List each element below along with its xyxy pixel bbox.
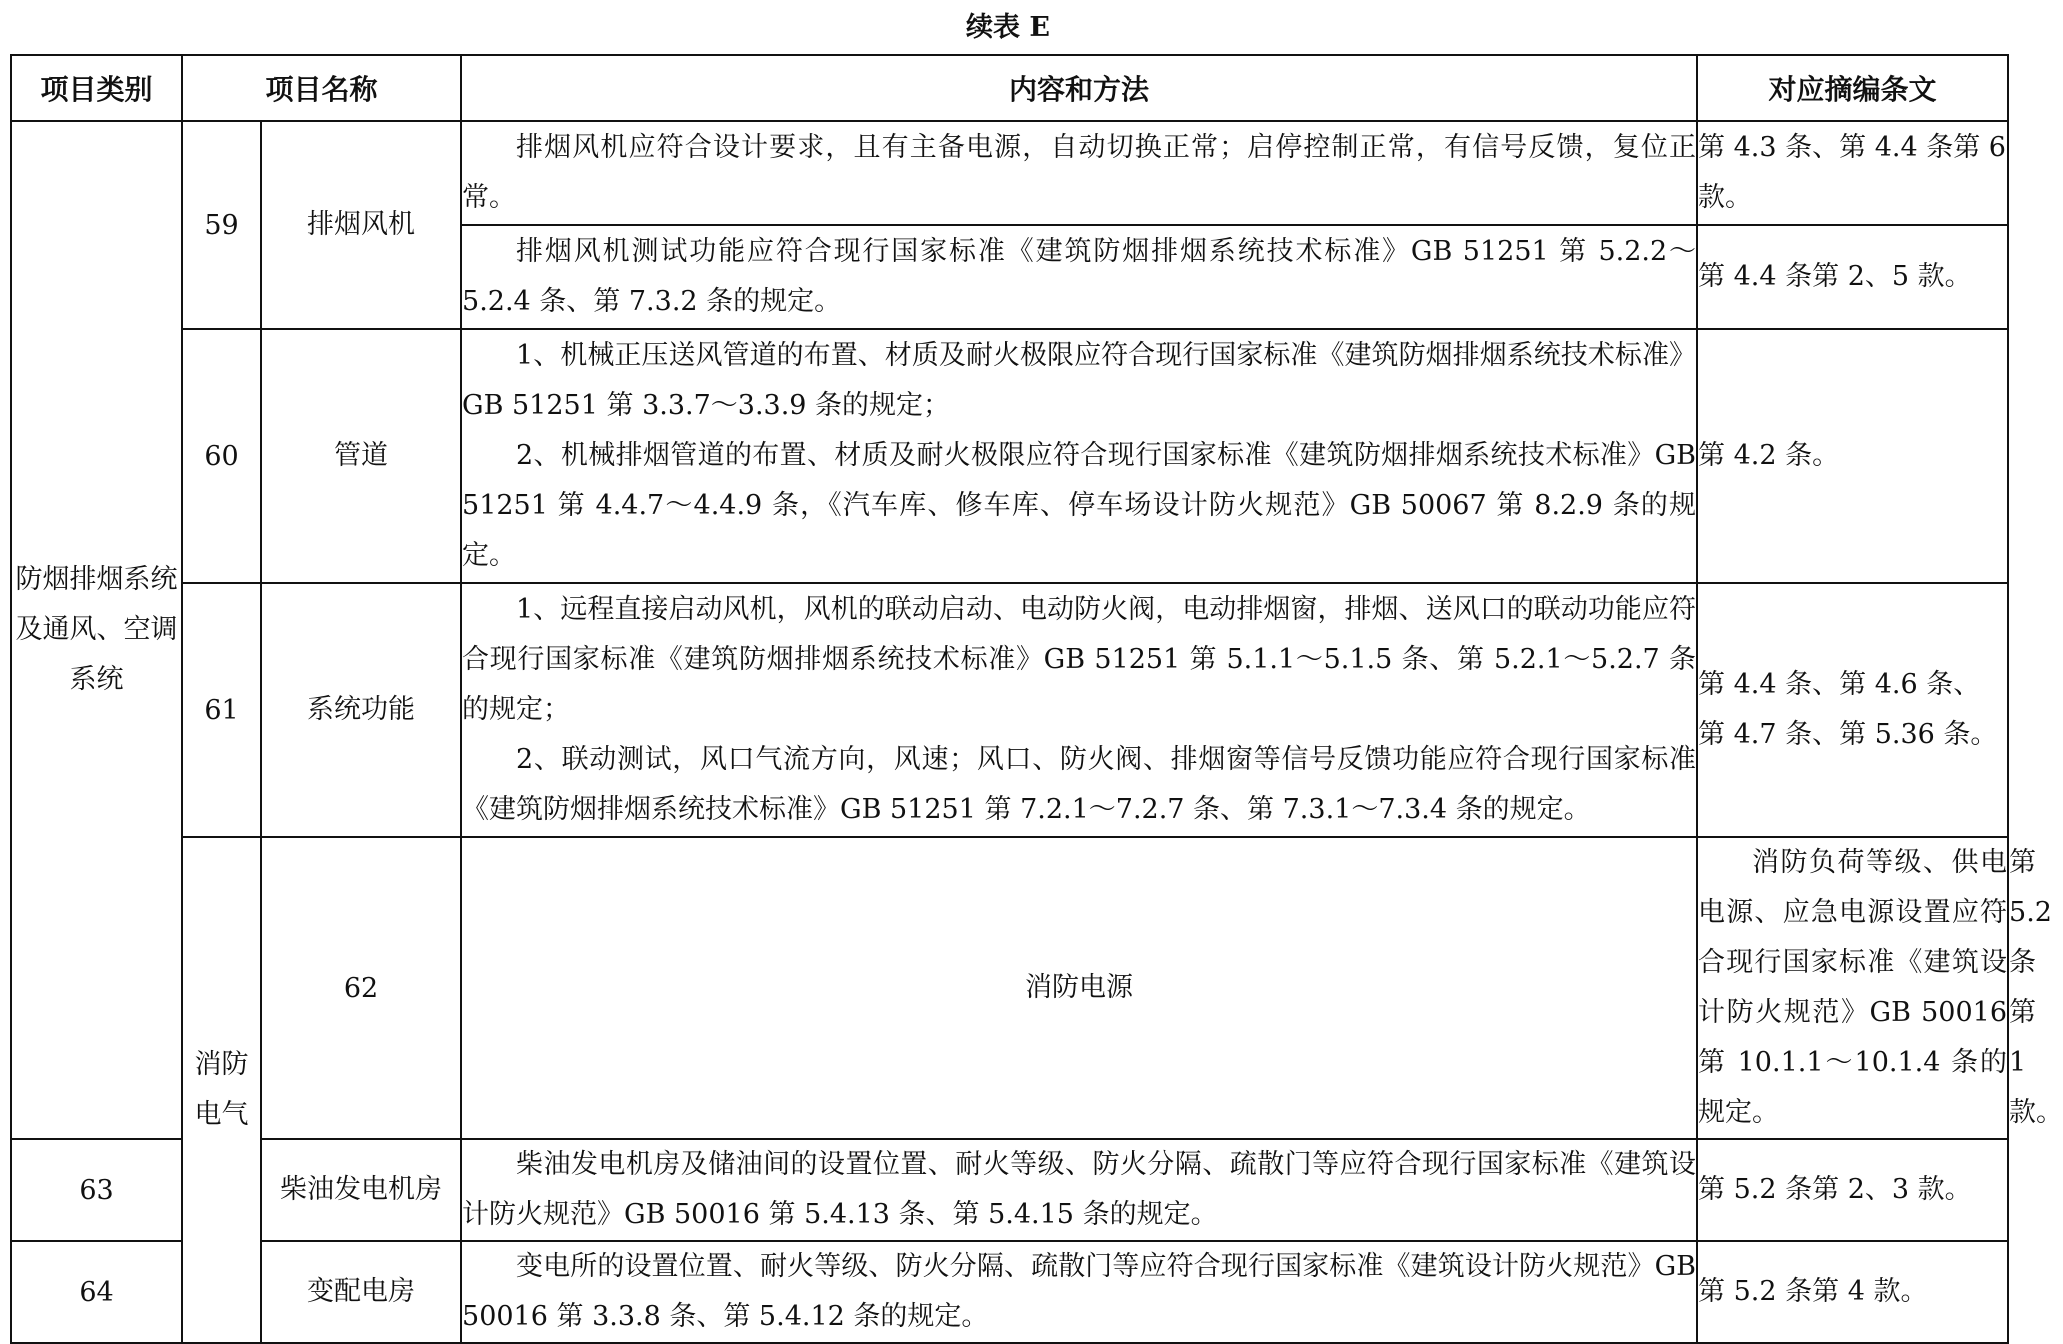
table-row: [11, 329, 2008, 583]
content-cell: [461, 1139, 1697, 1241]
item-name: 系统功能: [261, 583, 461, 837]
content-cell: [461, 1241, 1697, 1343]
table-header-row: [11, 55, 2008, 121]
content-text: 1、远程直接启动风机，风机的联动启动、电动防火阀，电动排烟窗，排烟、送风口的联动功能应符合现行国家标准《建筑防烟排烟系统技术标准》GB 51251 第 5.1.1～5.1.5 条、第 5.2.1～5.2.7 条的规定；: [462, 594, 1697, 725]
item-number: 62: [261, 837, 461, 1139]
table-row: [11, 1241, 2008, 1343]
header-name: 项目名称: [182, 55, 461, 121]
item-number: 60: [182, 329, 261, 583]
table-row: [11, 583, 2008, 837]
content-text: 2、联动测试，风口气流方向，风速；风口、防火阀、排烟窗等信号反馈功能应符合现行国家标准《建筑防烟排烟系统技术标准》GB 51251 第 7.2.1～7.2.7 条、第 7.3.1～7.3.4 条的规定。: [462, 744, 1697, 825]
item-name: 变配电房: [261, 1241, 461, 1343]
content-text: 变电所的设置位置、耐火等级、防火分隔、疏散门等应符合现行国家标准《建筑设计防火规范》GB 50016 第 3.3.8 条、第 5.4.12 条的规定。: [462, 1251, 1697, 1332]
ref-cell: 第 4.3 条、第 4.4 条第 6 款。: [1697, 121, 2008, 225]
content-text: 柴油发电机房及储油间的设置位置、耐火等级、防火分隔、疏散门等应符合现行国家标准《建筑设计防火规范》GB 50016 第 5.4.13 条、第 5.4.15 条的规定。: [462, 1149, 1697, 1230]
category-cell: 防烟排烟系统及通风、空调系统: [11, 121, 182, 1139]
ref-cell: 第 5.2 条第 4 款。: [1697, 1241, 2008, 1343]
content-text: 排烟风机测试功能应符合现行国家标准《建筑防烟排烟系统技术标准》GB 51251 第 5.2.2～5.2.4 条、第 7.3.2 条的规定。: [462, 236, 1697, 317]
content-text: 2、机械排烟管道的布置、材质及耐火极限应符合现行国家标准《建筑防烟排烟系统技术标准》GB 51251 第 4.4.7～4.4.9 条，《汽车库、修车库、停车场设计防火规范》GB 50067 第 8.2.9 条的规定。: [462, 440, 1697, 571]
item-number: 59: [182, 121, 261, 329]
inspection-table: [10, 54, 2063, 1344]
item-name: 管道: [261, 329, 461, 583]
content-text: 排烟风机应符合设计要求，且有主备电源，自动切换正常；启停控制正常，有信号反馈，复位正常。: [462, 132, 1697, 213]
table-row: 消防电气 62 消防电源 消防负荷等级、供电电源、应急电源设置应符合现行国家标准《建筑设计防火规范》GB 50016 第 10.1.1～10.1.4 条的规定。 第 5.2 条第 1 款。: [11, 837, 2008, 1139]
table-row: [11, 1139, 2008, 1241]
content-cell: [461, 225, 1697, 329]
header-ref: 对应摘编条文: [1697, 55, 2008, 121]
item-number: 64: [11, 1241, 182, 1343]
category-cell: 消防电气: [182, 837, 261, 1343]
ref-cell: 第 4.4 条第 2、5 款。: [1697, 225, 2008, 329]
item-number: 61: [182, 583, 261, 837]
header-content: 内容和方法: [461, 55, 1697, 121]
content-text: 消防负荷等级、供电电源、应急电源设置应符合现行国家标准《建筑设计防火规范》GB 50016 第 10.1.1～10.1.4 条的规定。: [1698, 847, 2008, 1128]
item-name: 消防电源: [461, 837, 1697, 1139]
content-cell: [461, 329, 1697, 583]
item-number: 63: [11, 1139, 182, 1241]
ref-cell: 第 5.2 条第 2、3 款。: [1697, 1139, 2008, 1241]
item-name: 排烟风机: [261, 121, 461, 329]
content-text: 1、机械正压送风管道的布置、材质及耐火极限应符合现行国家标准《建筑防烟排烟系统技术标准》GB 51251 第 3.3.7～3.3.9 条的规定；: [462, 340, 1697, 421]
content-cell: [461, 583, 1697, 837]
ref-cell: 第 4.2 条。: [1697, 329, 2008, 583]
header-category: 项目类别: [11, 55, 182, 121]
item-name: 柴油发电机房: [261, 1139, 461, 1241]
ref-cell: 第 4.4 条、第 4.6 条、第 4.7 条、第 5.36 条。: [1697, 583, 2008, 837]
content-cell: [1697, 837, 2008, 1139]
table-caption: 续表 E: [966, 12, 1050, 43]
table-row: [11, 121, 2008, 225]
content-cell: [461, 121, 1697, 225]
